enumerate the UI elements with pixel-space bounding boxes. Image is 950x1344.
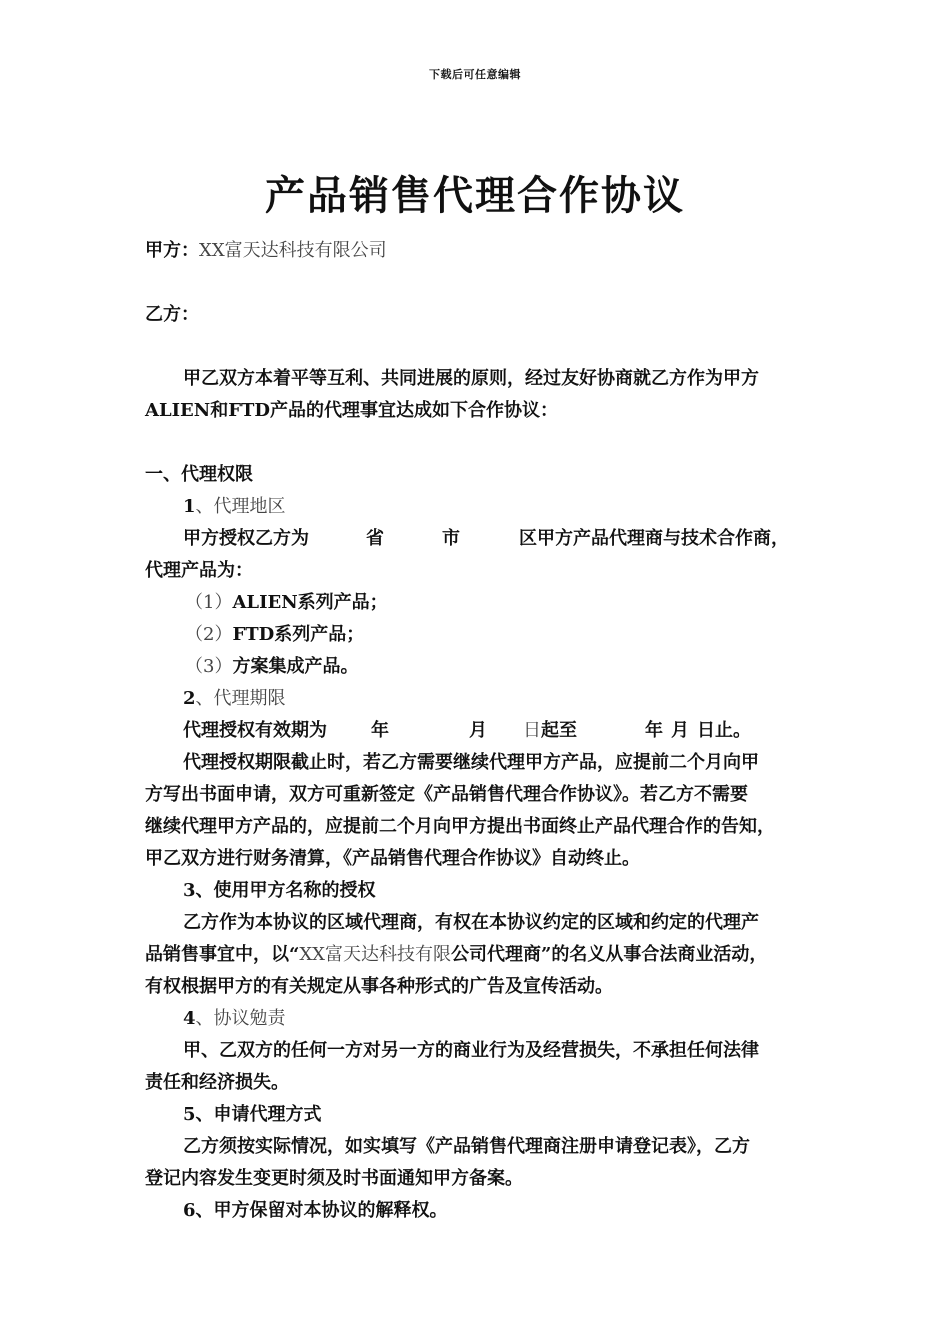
term-line-3: 继续代理甲方产品的，应提前二个月向甲方提出书面终止产品代理合作的告知， <box>145 816 775 837</box>
party-a-line <box>145 239 815 263</box>
period-month-2: 月 <box>671 720 689 741</box>
period-day-1: 日 <box>523 720 541 741</box>
auth-suffix: 区甲方产品代理商与技术合作商， <box>519 528 789 549</box>
period-prefix: 代理授权有效期为 <box>183 720 327 741</box>
item-2-title: 、代理期限 <box>195 688 286 709</box>
item-4-heading <box>183 1007 853 1031</box>
product-1-name: ALIEN系列产品； <box>232 592 388 613</box>
item-4-title: 、协议勉责 <box>195 1008 286 1029</box>
period-mid: 起至 <box>541 720 577 741</box>
name-auth-line-2 <box>145 943 815 967</box>
name-auth-line-1: 乙方作为本协议的区域代理商，有权在本协议约定的区域和约定的代理产 <box>183 912 759 933</box>
header-note: 下载后可任意编辑 <box>429 68 521 81</box>
name-line-2-a: 品销售事宜中，以“ <box>145 944 300 965</box>
auth-province: 省 <box>366 528 384 549</box>
liability-line-2: 责任和经济损失。 <box>145 1072 289 1093</box>
party-b-label: 乙方： <box>145 304 199 325</box>
term-line-4: 甲乙双方进行财务清算，《产品销售代理合作协议》自动终止。 <box>145 848 640 869</box>
product-1-number: （1） <box>185 592 233 613</box>
item-6-title: 6、甲方保留对本协议的解释权。 <box>183 1200 448 1221</box>
product-1 <box>185 591 855 615</box>
authorization-line-2: 代理产品为： <box>145 560 253 581</box>
product-2 <box>185 623 855 647</box>
intro-line-2: ALIEN和FTD产品的代理事宜达成如下合作协议： <box>145 400 558 421</box>
item-4-number: 4 <box>183 1008 196 1029</box>
section-1-title: 一、代理权限 <box>145 464 253 485</box>
period-line <box>183 719 853 743</box>
item-2-number: 2 <box>183 688 196 709</box>
document-title: 产品销售代理合作协议 <box>265 172 685 219</box>
name-auth-line-3: 有权根据甲方的有关规定从事各种形式的广告及宣传活动。 <box>145 976 613 997</box>
period-month-1: 月 <box>469 720 487 741</box>
product-2-number: （2） <box>185 624 233 645</box>
term-line-2: 方写出书面申请，双方可重新签定《产品销售代理合作协议》。若乙方不需要 <box>145 784 748 805</box>
product-3 <box>185 655 855 679</box>
authorization-line-1 <box>183 527 853 551</box>
period-year-2: 年 <box>645 720 663 741</box>
name-line-2-c: 公司代理商”的名义从事合法商业活动， <box>451 944 768 965</box>
item-3-title: 3、使用甲方名称的授权 <box>183 880 376 901</box>
auth-city: 市 <box>442 528 460 549</box>
intro-line-1: 甲乙双方本着平等互利、共同进展的原则，经过友好协商就乙方作为甲方 <box>183 368 759 389</box>
item-5-title: 5、申请代理方式 <box>183 1104 322 1125</box>
apply-line-1: 乙方须按实际情况，如实填写《产品销售代理商注册申请登记表》，乙方 <box>183 1136 750 1157</box>
period-year-1: 年 <box>371 720 389 741</box>
apply-line-2: 登记内容发生变更时须及时书面通知甲方备案。 <box>145 1168 523 1189</box>
party-a-name: XX富天达科技有限公司 <box>199 240 387 261</box>
item-1-title: 、代理地区 <box>195 496 286 517</box>
party-a-label: 甲方： <box>145 240 199 261</box>
item-1-number: 1 <box>183 496 196 517</box>
item-1-heading <box>183 495 853 519</box>
product-3-name: 方案集成产品。 <box>232 656 359 677</box>
term-line-1: 代理授权期限截止时，若乙方需要继续代理甲方产品，应提前二个月向甲 <box>183 752 759 773</box>
liability-line-1: 甲、乙双方的任何一方对另一方的商业行为及经营损失，不承担任何法律 <box>183 1040 759 1061</box>
item-2-heading <box>183 687 853 711</box>
name-line-2-company: XX富天达科技有限 <box>299 944 451 965</box>
product-3-number: （3） <box>185 656 233 677</box>
period-end: 日止。 <box>697 720 751 741</box>
auth-prefix: 甲方授权乙方为 <box>183 528 309 549</box>
party-b-line <box>145 303 815 327</box>
product-2-name: FTD系列产品； <box>232 624 365 645</box>
